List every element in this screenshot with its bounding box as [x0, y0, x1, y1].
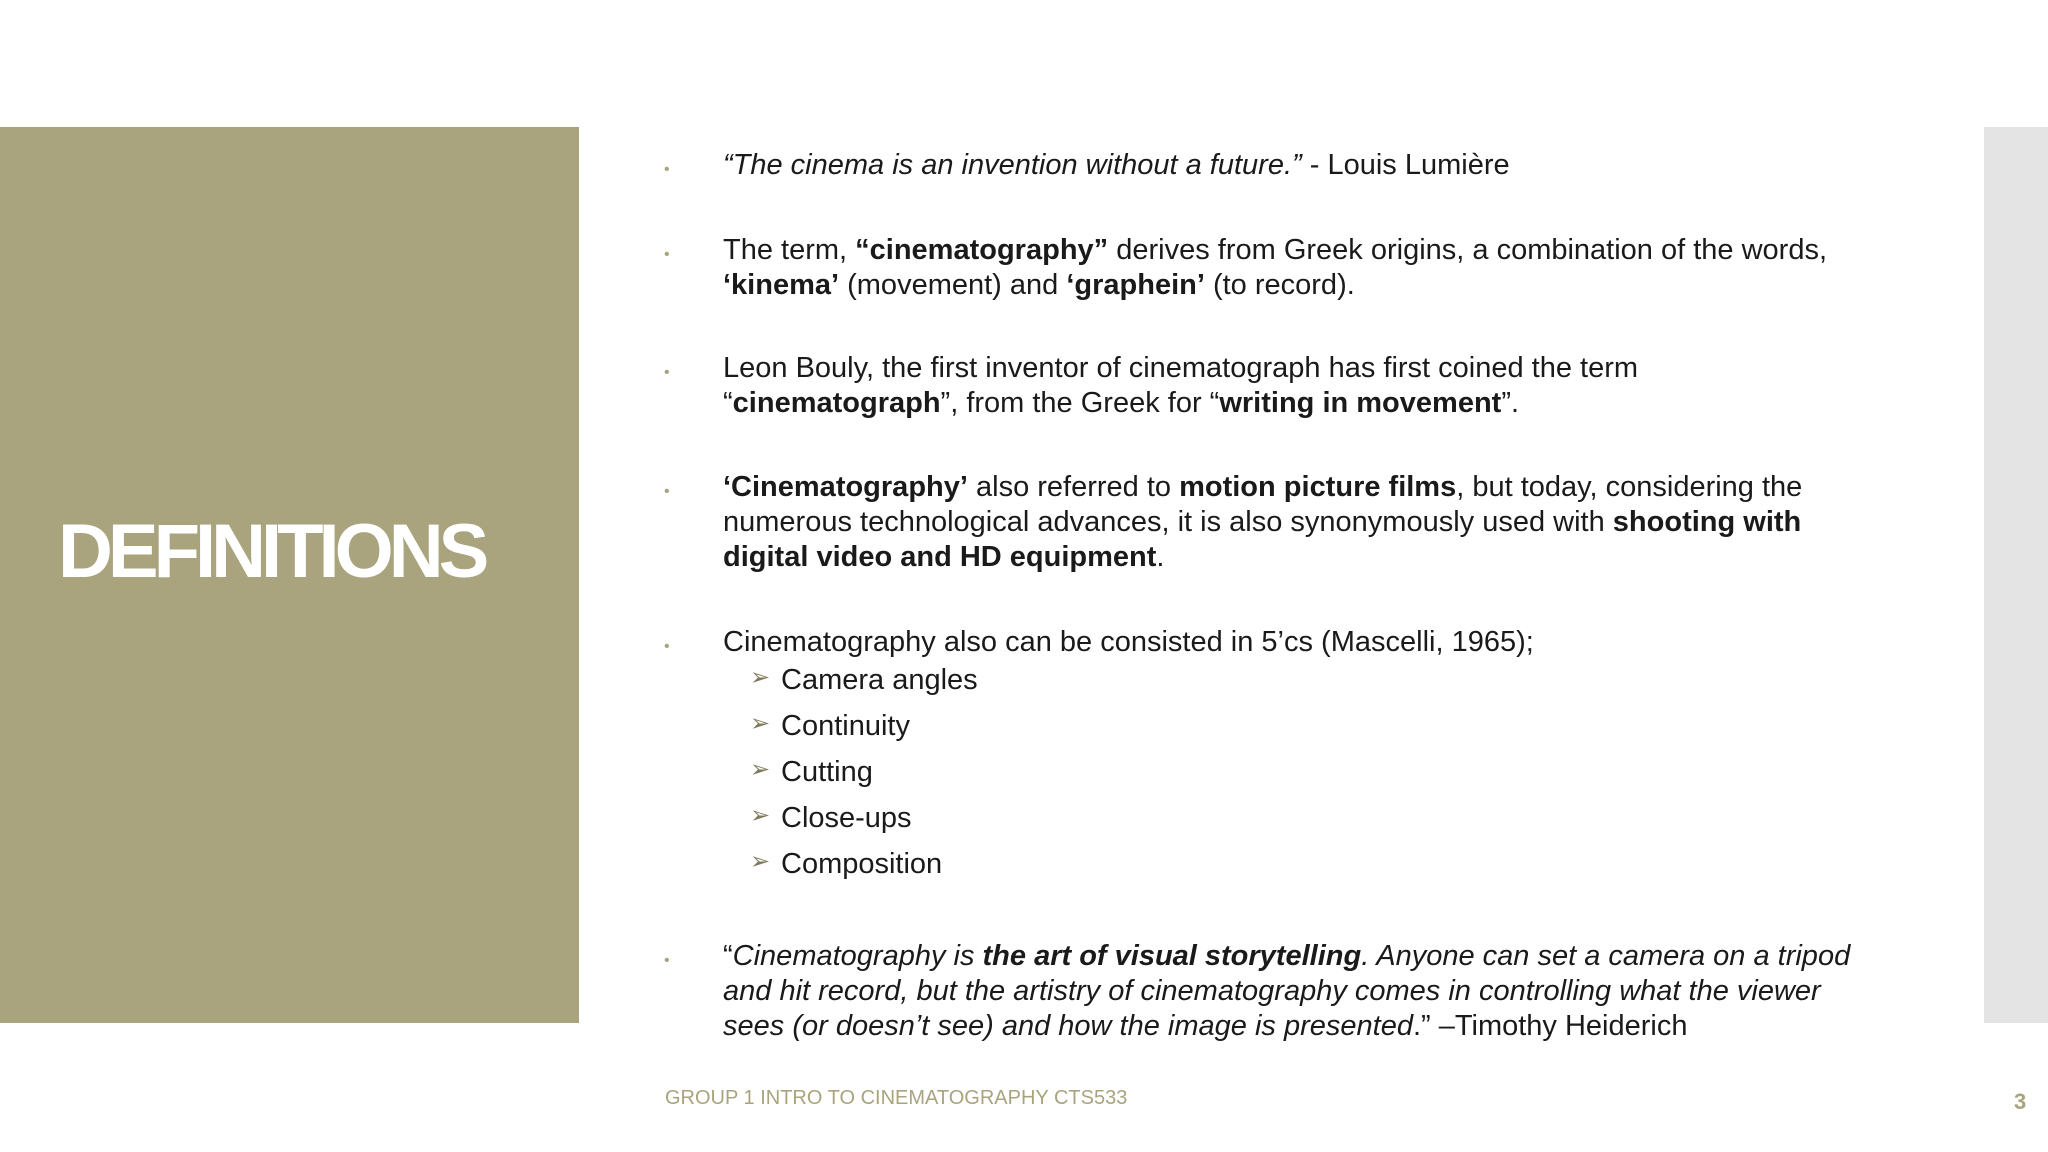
- text: (to record).: [1204, 269, 1355, 301]
- text: ”.: [1501, 387, 1520, 419]
- phrase-art-of-visual-storytelling: the art of visual storytelling: [982, 940, 1362, 972]
- arrow-bullet-icon: ➢: [750, 664, 771, 691]
- arrow-bullet-icon: ➢: [750, 756, 771, 783]
- sub-item-composition: Composition: [781, 848, 943, 880]
- slide-title: DEFINITIONS: [58, 509, 485, 594]
- bullet-dot: •: [664, 161, 670, 178]
- text: derives from Greek origins, a combination of the words,: [1108, 234, 1828, 266]
- sub-item-camera-angles: Camera angles: [781, 664, 978, 696]
- bullet-leon-bouly: [723, 351, 1873, 421]
- italic-text: . Anyone can set a camera on a tripod and hit record, but the artistry of cinematography comes in controlling what the viewer sees (or doesn’t see) and how the image is presented: [723, 940, 1851, 1042]
- sub-item-cutting: Cutting: [781, 756, 873, 788]
- slide-footer: GROUP 1 INTRO TO CINEMATOGRAPHY CTS533: [665, 1087, 1128, 1109]
- right-decor-bar: [1984, 127, 2048, 1023]
- bullet-dot: •: [664, 483, 670, 500]
- bullet-motion-picture: [723, 470, 1873, 575]
- bullet-dot: •: [664, 952, 670, 969]
- word-cinematography: ‘Cinematography’: [723, 471, 968, 503]
- bullet-five-cs: Cinematography also can be consisted in 5’cs (Mascelli, 1965);: [723, 626, 1534, 658]
- text: ”, from the Greek for “: [940, 387, 1220, 419]
- sub-item-continuity: Continuity: [781, 710, 910, 742]
- word-kinema: ‘kinema’: [723, 269, 840, 301]
- page-number: 3: [2014, 1089, 2027, 1114]
- italic-text: Cinematography is: [732, 940, 983, 972]
- quote-text: “The cinema is an invention without a future.”: [723, 149, 1302, 181]
- bullet-dot: •: [664, 638, 670, 655]
- bullet-term-origin: [723, 233, 1873, 303]
- arrow-bullet-icon: ➢: [750, 710, 771, 737]
- text: .: [1156, 541, 1165, 573]
- bullet-dot: •: [664, 246, 670, 263]
- sub-item-close-ups: Close-ups: [781, 802, 912, 834]
- bullet-lumiere-quote: [723, 148, 1873, 183]
- term-cinematography: “cinematography”: [855, 234, 1109, 266]
- phrase-writing-in-movement: writing in movement: [1219, 387, 1502, 419]
- phrase-digital-video: shooting with digital video and HD equipment: [723, 506, 1802, 573]
- text: , but today, considering the numerous technological advances, it is also synonymously used with: [723, 471, 1803, 538]
- bullet-dot: •: [664, 364, 670, 381]
- arrow-bullet-icon: ➢: [750, 848, 771, 875]
- phrase-motion-picture-films: motion picture films: [1179, 471, 1457, 503]
- quote-attribution: .” –Timothy Heiderich: [1412, 1010, 1688, 1042]
- text: “: [723, 940, 733, 972]
- text: also referred to: [967, 471, 1180, 503]
- text: (movement) and: [839, 269, 1067, 301]
- bullet-heiderich-quote: [723, 939, 1873, 1044]
- word-graphein: ‘graphein’: [1066, 269, 1205, 301]
- word-cinematograph: cinematograph: [732, 387, 941, 419]
- text: The term,: [723, 234, 856, 266]
- quote-attribution: - Louis Lumière: [1301, 149, 1510, 181]
- arrow-bullet-icon: ➢: [750, 802, 771, 829]
- text: Leon Bouly, the first inventor of cinematograph has first coined the term “: [723, 352, 1639, 419]
